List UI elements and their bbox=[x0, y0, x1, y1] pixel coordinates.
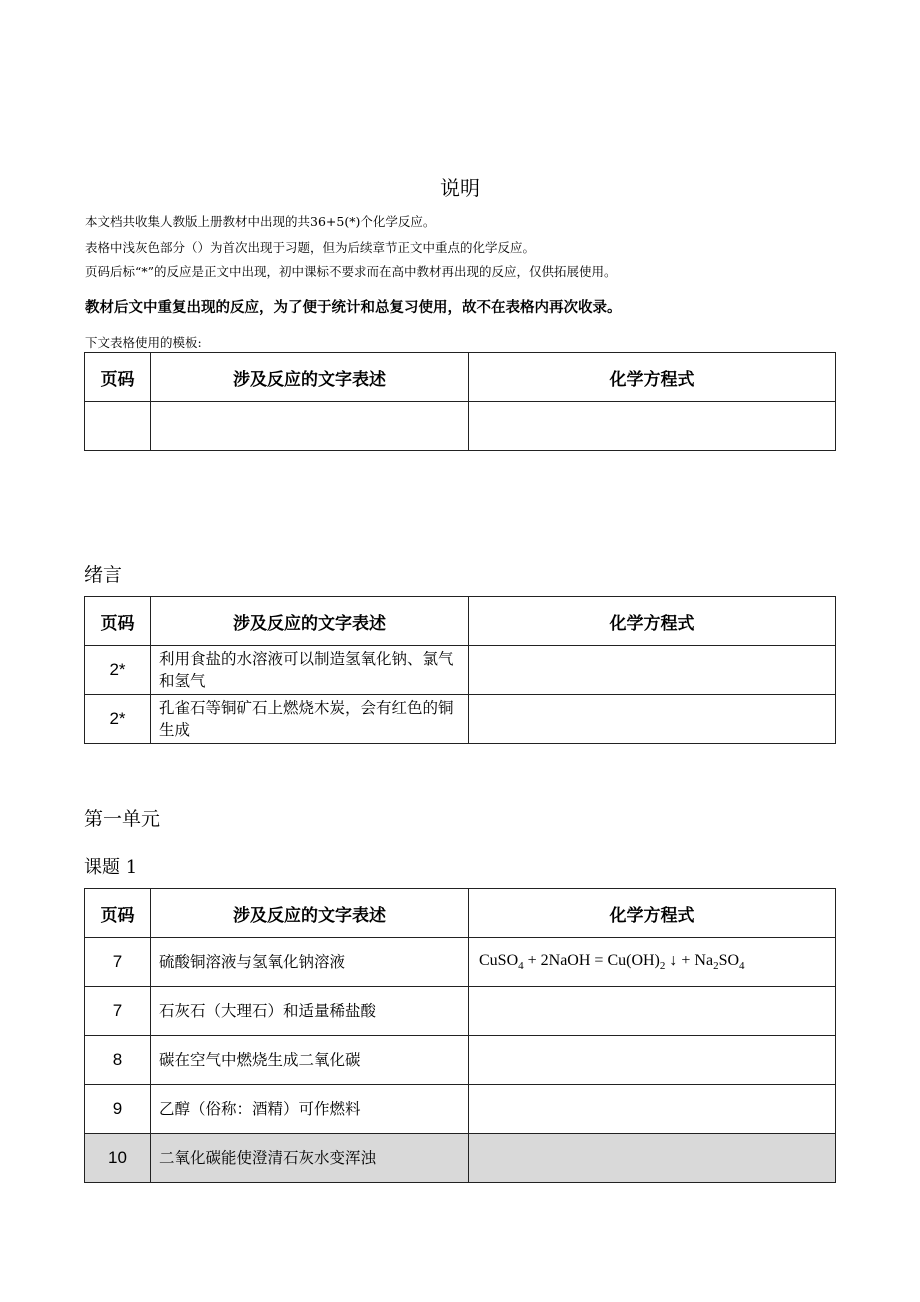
note-3: 页码后标“*”的反应是正文中出现，初中课标不要求而在高中教材再出现的反应，仅供拓展使用。 bbox=[85, 264, 617, 279]
header-desc: 涉及反应的文字表述 bbox=[151, 597, 469, 646]
eq-cell bbox=[469, 646, 836, 695]
header-eq: 化学方程式 bbox=[469, 353, 836, 402]
table-row bbox=[85, 987, 836, 1036]
page-cell: 8 bbox=[85, 1036, 151, 1085]
eq-sub: 4 bbox=[518, 960, 524, 973]
note-1: 本文档共收集人教版上册教材中出现的共36+5(*)个化学反应。 bbox=[85, 214, 436, 229]
desc-cell: 二氧化碳能使澄清石灰水变浑浊 bbox=[151, 1134, 469, 1183]
bold-note: 教材后文中重复出现的反应，为了便于统计和总复习使用，故不在表格内再次收录。 bbox=[85, 300, 622, 316]
table-row bbox=[85, 1036, 836, 1085]
page-cell: 7 bbox=[85, 938, 151, 987]
eq-sub: 2 bbox=[659, 960, 666, 973]
template-table bbox=[84, 352, 836, 451]
header-page: 页码 bbox=[85, 353, 151, 402]
desc-cell: 利用食盐的水溶液可以制造氢氧化钠、氯气和氢气 bbox=[151, 646, 469, 695]
eq-part: SO bbox=[718, 951, 740, 969]
header-desc: 涉及反应的文字表述 bbox=[151, 353, 469, 402]
eq-cell bbox=[469, 1085, 836, 1134]
table-row bbox=[85, 938, 836, 987]
header-eq: 化学方程式 bbox=[469, 597, 836, 646]
table-row bbox=[85, 646, 836, 695]
eq-sub: 4 bbox=[739, 960, 745, 973]
page-cell: 9 bbox=[85, 1085, 151, 1134]
section-intro-heading: 绪言 bbox=[84, 564, 123, 586]
table-row bbox=[85, 695, 836, 744]
eq-sub: 2 bbox=[713, 960, 719, 973]
table-row bbox=[85, 1085, 836, 1134]
eq-cell bbox=[469, 938, 836, 987]
desc-cell: 石灰石（大理石）和适量稀盐酸 bbox=[151, 987, 469, 1036]
lesson1-heading: 课题 1 bbox=[84, 857, 138, 878]
eq-part: ↓ + Na bbox=[665, 951, 714, 969]
empty-cell bbox=[151, 402, 469, 451]
eq-cell bbox=[469, 1036, 836, 1085]
header-page: 页码 bbox=[85, 889, 151, 938]
page-cell: 2* bbox=[85, 646, 151, 695]
header-eq: 化学方程式 bbox=[469, 889, 836, 938]
table-row-highlighted bbox=[85, 1134, 836, 1183]
eq-part: CuSO bbox=[479, 951, 519, 969]
eq-cell bbox=[469, 695, 836, 744]
empty-cell bbox=[85, 402, 151, 451]
empty-cell bbox=[469, 402, 836, 451]
template-label: 下文表格使用的模板: bbox=[85, 335, 202, 350]
page-cell: 7 bbox=[85, 987, 151, 1036]
desc-cell: 碳在空气中燃烧生成二氧化碳 bbox=[151, 1036, 469, 1085]
page-cell: 2* bbox=[85, 695, 151, 744]
desc-cell: 硫酸铜溶液与氢氧化钠溶液 bbox=[151, 938, 469, 987]
page-cell: 10 bbox=[85, 1134, 151, 1183]
eq-part: + 2NaOH = Cu(OH) bbox=[523, 951, 660, 969]
unit1-heading: 第一单元 bbox=[84, 808, 161, 830]
eq-cell bbox=[469, 987, 836, 1036]
note-2: 表格中浅灰色部分（）为首次出现于习题，但为后续章节正文中重点的化学反应。 bbox=[85, 240, 536, 255]
page-title: 说明 bbox=[440, 176, 480, 200]
header-desc: 涉及反应的文字表述 bbox=[151, 889, 469, 938]
unit1-table bbox=[84, 888, 836, 1183]
header-page: 页码 bbox=[85, 597, 151, 646]
intro-table bbox=[84, 596, 836, 744]
eq-cell bbox=[469, 1134, 836, 1183]
desc-cell: 孔雀石等铜矿石上燃烧木炭，会有红色的铜生成 bbox=[151, 695, 469, 744]
desc-cell: 乙醇（俗称：酒精）可作燃料 bbox=[151, 1085, 469, 1134]
